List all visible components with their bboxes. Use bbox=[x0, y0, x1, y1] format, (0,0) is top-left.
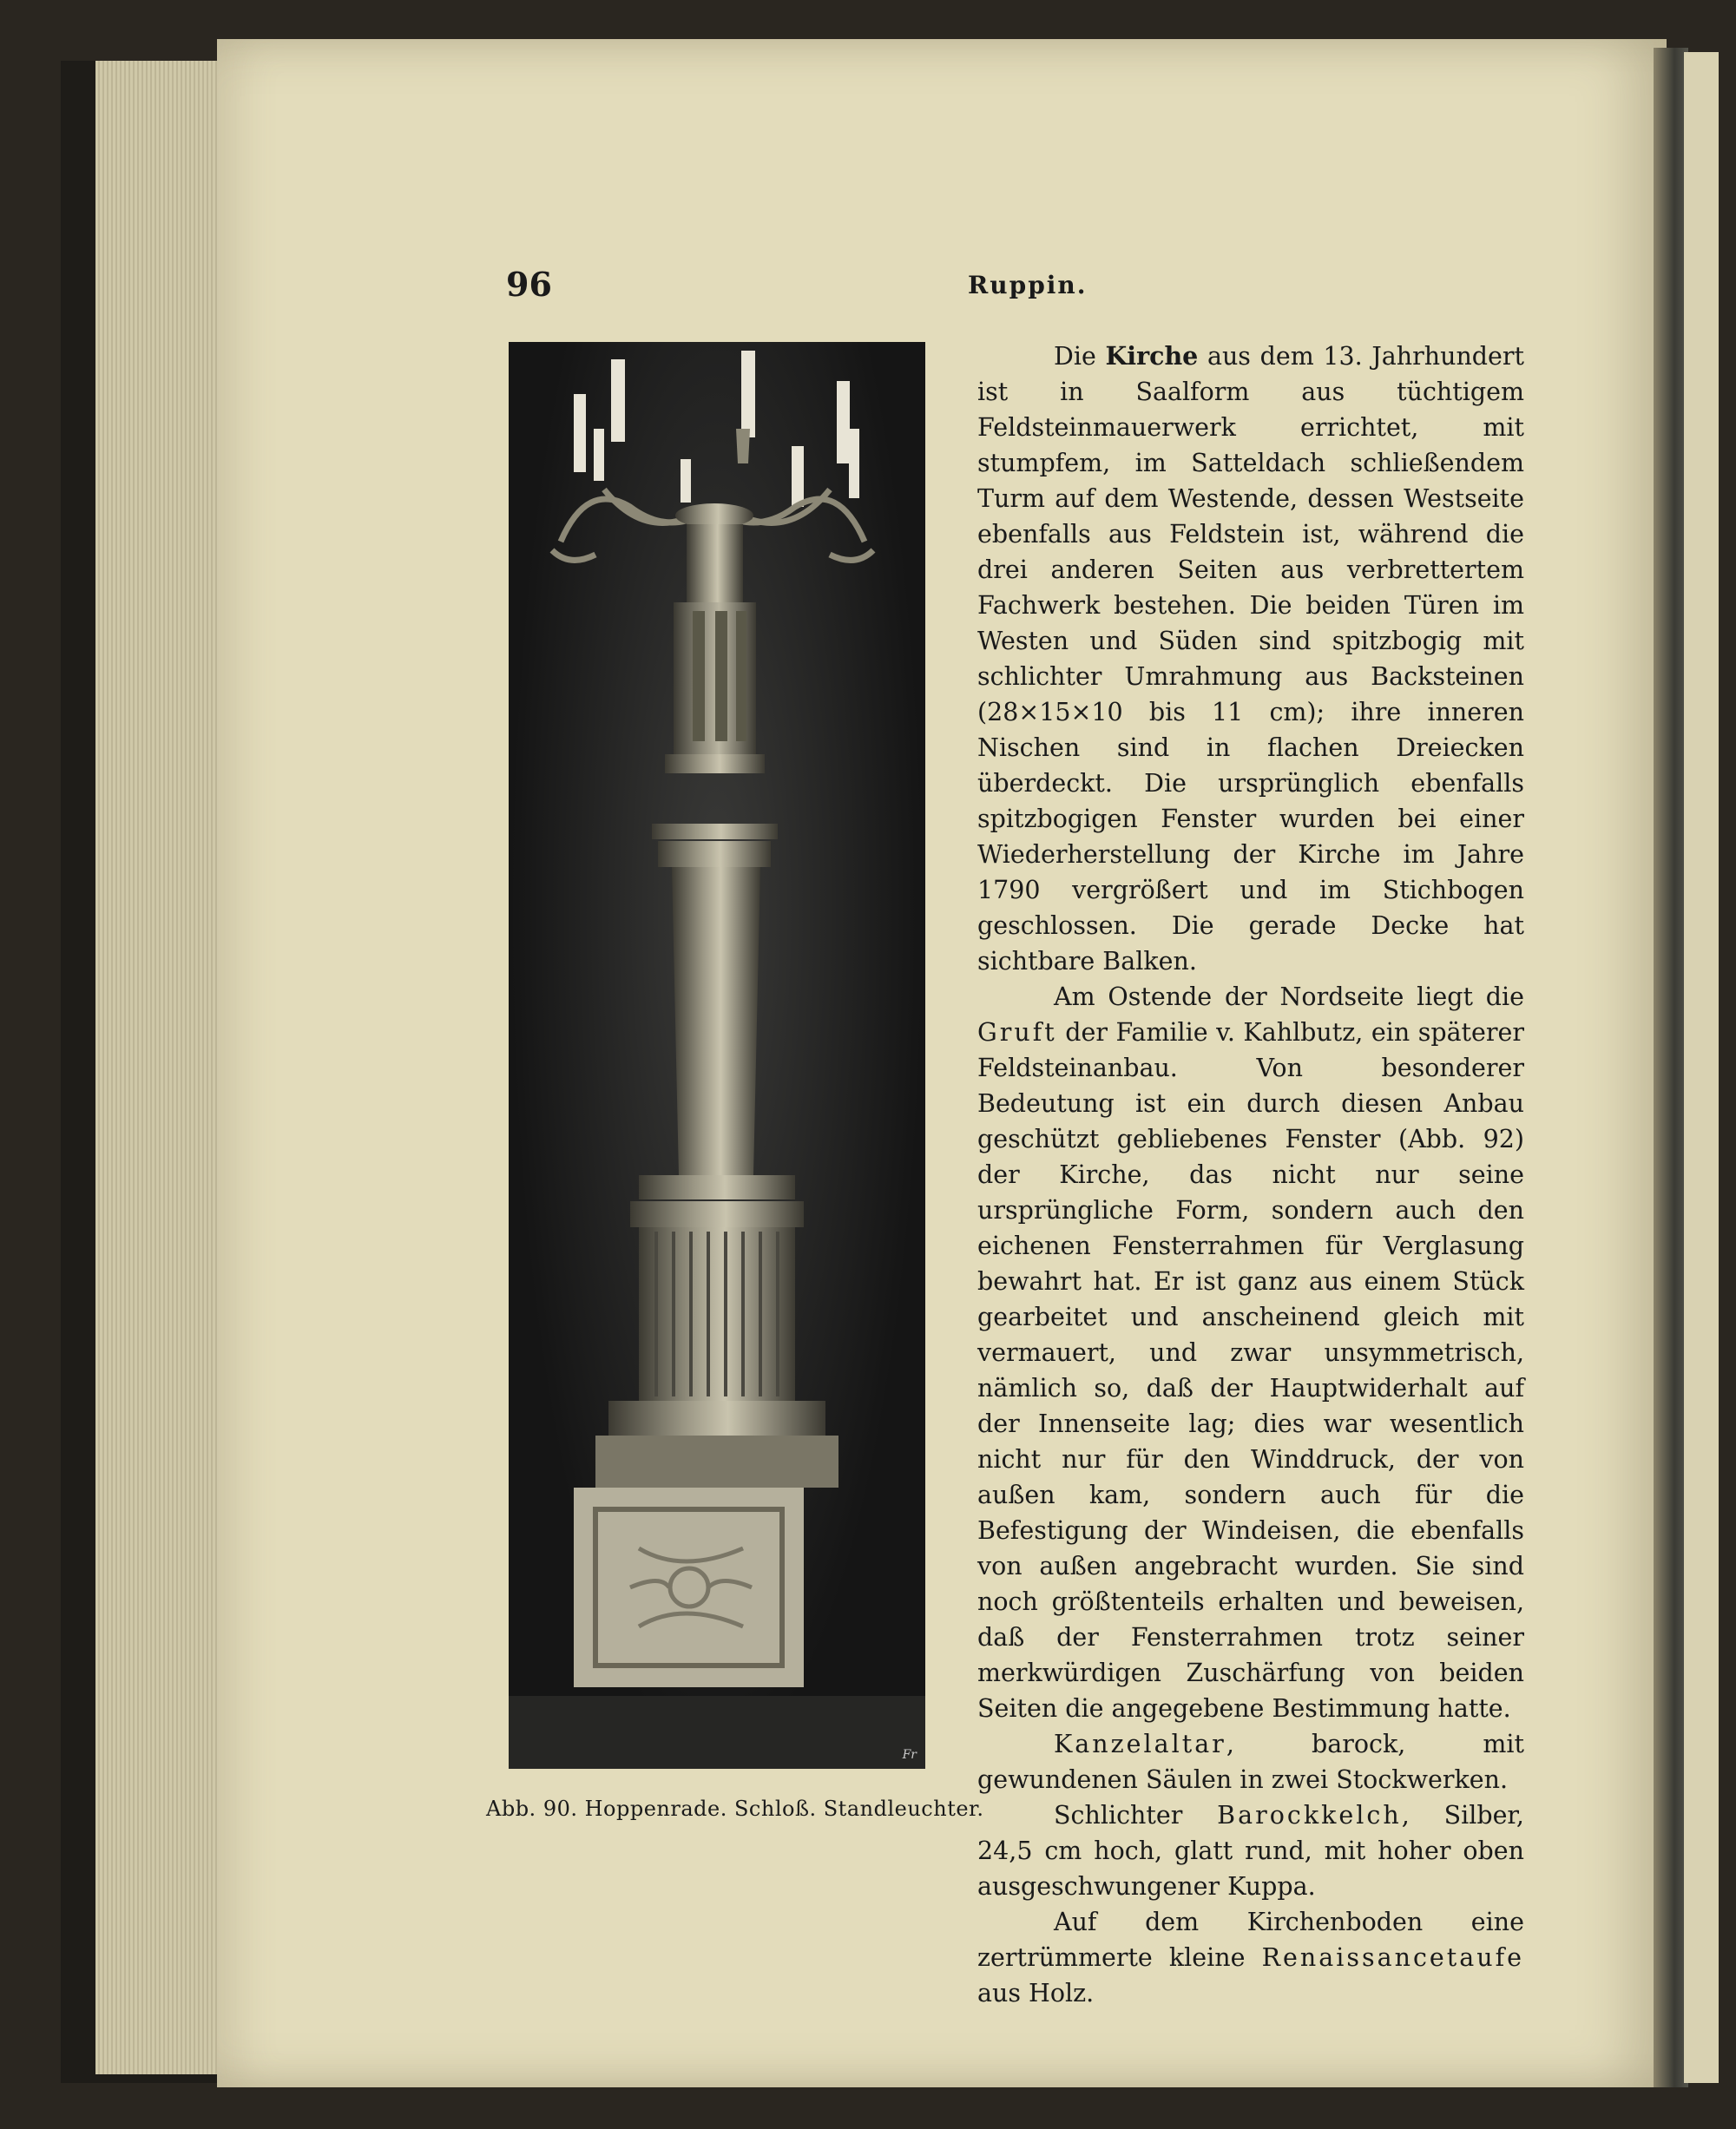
paragraph-taufe: Auf dem Kirchenboden eine zertrümmerte kleine Renaissancetaufe aus Holz. bbox=[977, 1908, 1524, 2007]
figure-candelabrum-photo bbox=[509, 342, 925, 1769]
term-gruft: Gruft bbox=[977, 1018, 1057, 1047]
page-edges bbox=[95, 61, 226, 2074]
paragraph-barockkelch: Schlichter Barockkelch, Silber, 24,5 cm hoch, glatt rund, mit hoher oben ausgeschwungener Kuppa. bbox=[977, 1801, 1524, 1901]
body-text bbox=[977, 338, 1524, 2011]
candelabrum-illustration bbox=[509, 342, 925, 1769]
running-title: Ruppin. bbox=[968, 271, 1088, 299]
paragraph-kanzelaltar: Kanzelaltar, barock, mit gewundenen Säulen in zwei Stockwerken. bbox=[977, 1730, 1524, 1794]
paragraph-kirche: Die Kirche aus dem 13. Jahrhundert ist in Saalform aus tüchtigem Feldsteinmauerwerk errichtet, mit stumpfem, im Satteldach schließendem Turm auf dem Westende, dessen Westseite ebenfalls aus Feldstein ist, während die drei anderen Seiten aus verbrettertem Fachwerk bestehen. Die beiden Türen im Westen und Süden sind spitzbogig mit schlichter Umrahmung aus Backsteinen (28×15×10 bis 11 cm); ihre inneren Nischen sind in flachen Dreiecken überdeckt. Die ursprünglich ebenfalls spitzbogigen Fenster wurden bei einer Wiederherstellung der Kirche im Jahre 1790 vergrößert und im Stichbogen geschlossen. Die gerade Decke hat sichtbare Balken. bbox=[977, 341, 1524, 976]
term-kanzelaltar: Kanzelaltar bbox=[1054, 1730, 1226, 1758]
page-number: 96 bbox=[506, 265, 552, 304]
book-gutter bbox=[1654, 48, 1688, 2087]
term-kirche: Kirche bbox=[1105, 341, 1199, 371]
next-page-edge bbox=[1684, 52, 1719, 2083]
candles bbox=[574, 351, 859, 507]
term-renaissancetaufe: Renaissancetaufe bbox=[1261, 1943, 1524, 1972]
photo-signature: Fr bbox=[902, 1748, 917, 1762]
figure-caption: Abb. 90. Hoppenrade. Schloß. Standleuchter. bbox=[486, 1797, 984, 1821]
paragraph-gruft: Am Ostende der Nordseite liegt die Gruft der Familie v. Kahlbutz, ein späterer Feldsteinanbau. Von besonderer Bedeutung ist ein durch diesen Anbau geschützt gebliebenes Fenster (Abb. 92) der Kirche, das nicht nur seine ursprüngliche Form, sondern auch den eichenen Fensterrahmen für Verglasung bewahrt hat. Er ist ganz aus einem Stück gearbeitet und anscheinend gleich mit vermauert, und zwar unsymmetrisch, nämlich so, daß der Hauptwiderhalt auf der Innenseite lag; dies war wesentlich nicht nur für den Winddruck, der von außen kam, sondern auch für die Befestigung der Windeisen, die ebenfalls von außen angebracht wurden. Sie sind noch größtenteils erhalten und beweisen, daß der Fensterrahmen trotz seiner merkwürdigen Zuschärfung von beiden Seiten die angegebene Bestimmung hatte. bbox=[977, 982, 1524, 1723]
term-barockkelch: Barockkelch bbox=[1217, 1801, 1402, 1830]
